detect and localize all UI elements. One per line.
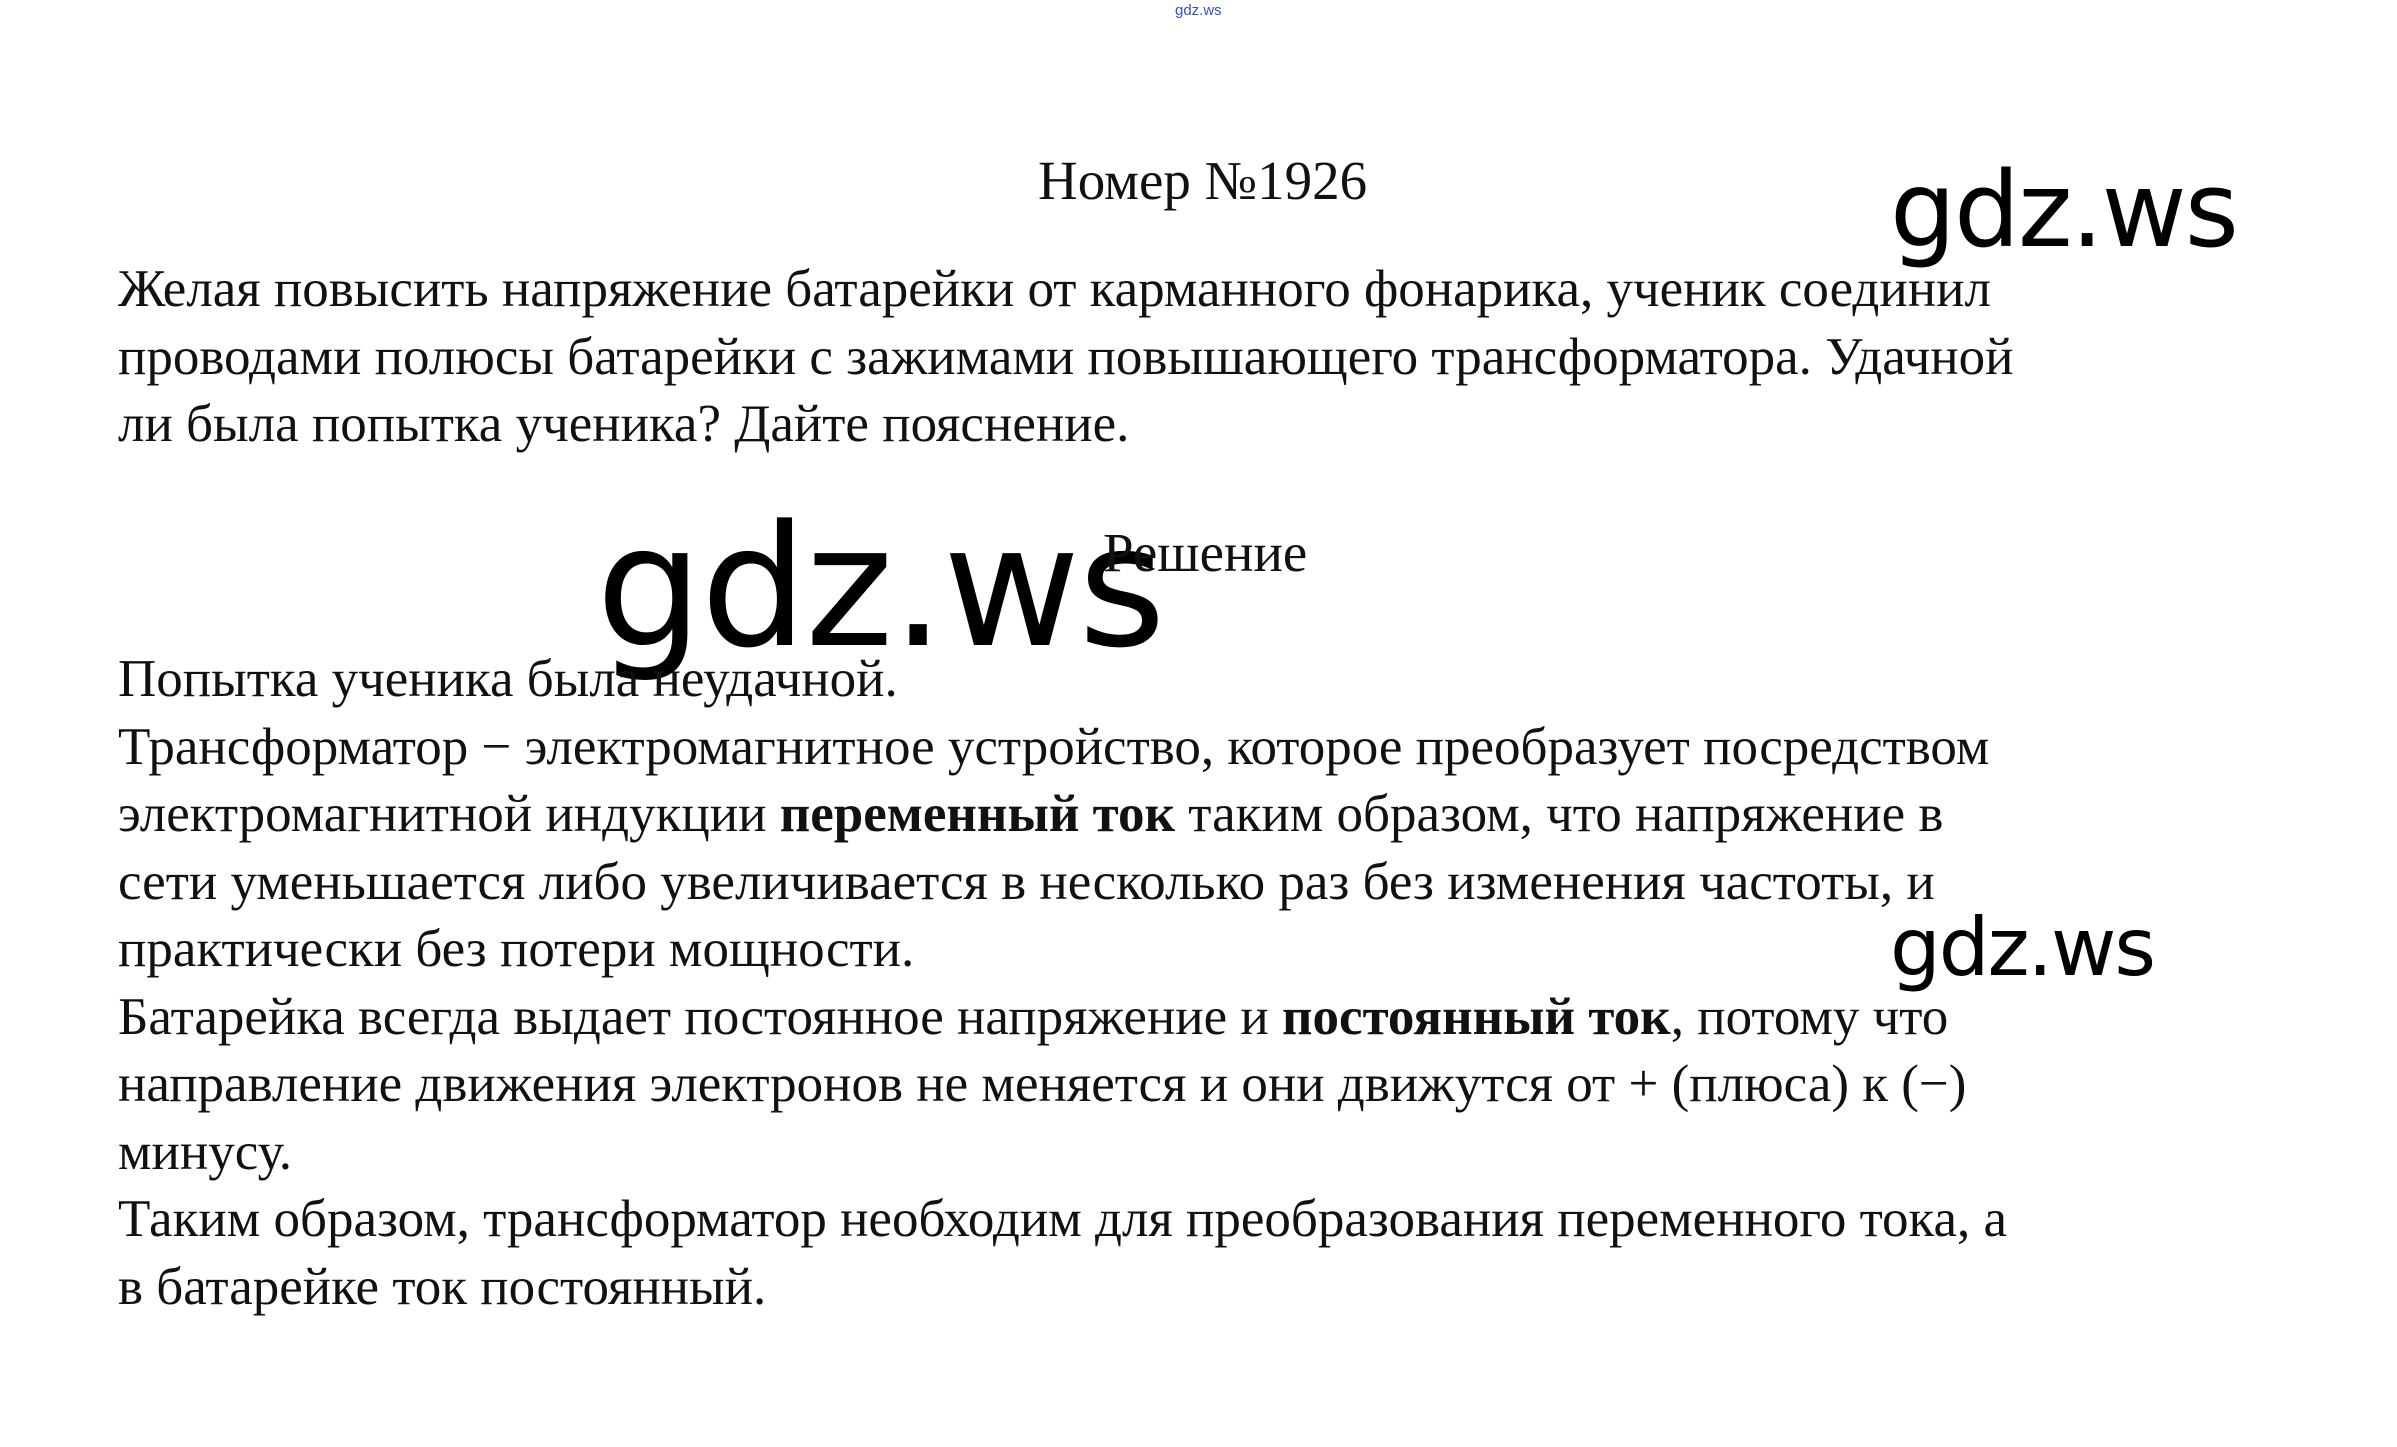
watermark-logo: gdz.ws (1890, 901, 2155, 994)
bold-term: постоянный ток (1282, 987, 1671, 1046)
solution-line: направление движения электронов не меняется и они движутся от + (плюса) к (−) (118, 1055, 1967, 1113)
text-segment: , потому что (1670, 987, 1949, 1046)
solution-line: Попытка ученика была неудачной. (118, 650, 898, 708)
solution-line: Трансформатор − электромагнитное устройство, которое преобразует посредством (118, 717, 1990, 776)
page-title: Номер №1926 (1038, 150, 1368, 211)
question-text (118, 256, 2348, 459)
solution-line: сети уменьшается либо увеличивается в несколько раз без изменения частоты, и (118, 852, 1935, 911)
solution-line: в батарейке ток постоянный. (118, 1257, 767, 1316)
solution-line (118, 781, 2348, 849)
text-segment: таким образом, что напряжение в (1175, 785, 1944, 843)
solution-heading: Решение (1103, 522, 1308, 583)
solution-line: минусу. (118, 1122, 293, 1181)
watermark-logo: gdz.ws (596, 489, 1164, 685)
top-watermark-link: gdz.ws (1175, 2, 1222, 19)
text-segment: Батарейка всегда выдает постоянное напряжение и (118, 987, 1283, 1046)
solution-line: Таким образом, трансформатор необходим для преобразования переменного тока, а (118, 1190, 2008, 1248)
watermark-logo: gdz.ws (1890, 149, 2237, 271)
solution-line: практически без потери мощности. (118, 920, 915, 978)
question-line: проводами полюсы батарейки с зажимами повышающего трансформатора. Удачной (118, 327, 2014, 386)
text-segment: электромагнитной индукции (118, 785, 780, 843)
question-line: ли была попытка ученика? Дайте пояснение. (118, 395, 1130, 453)
bold-term: переменный ток (779, 785, 1176, 843)
question-line: Желая повысить напряжение батарейки от карманного фонарика, ученик соединил (118, 260, 1991, 318)
